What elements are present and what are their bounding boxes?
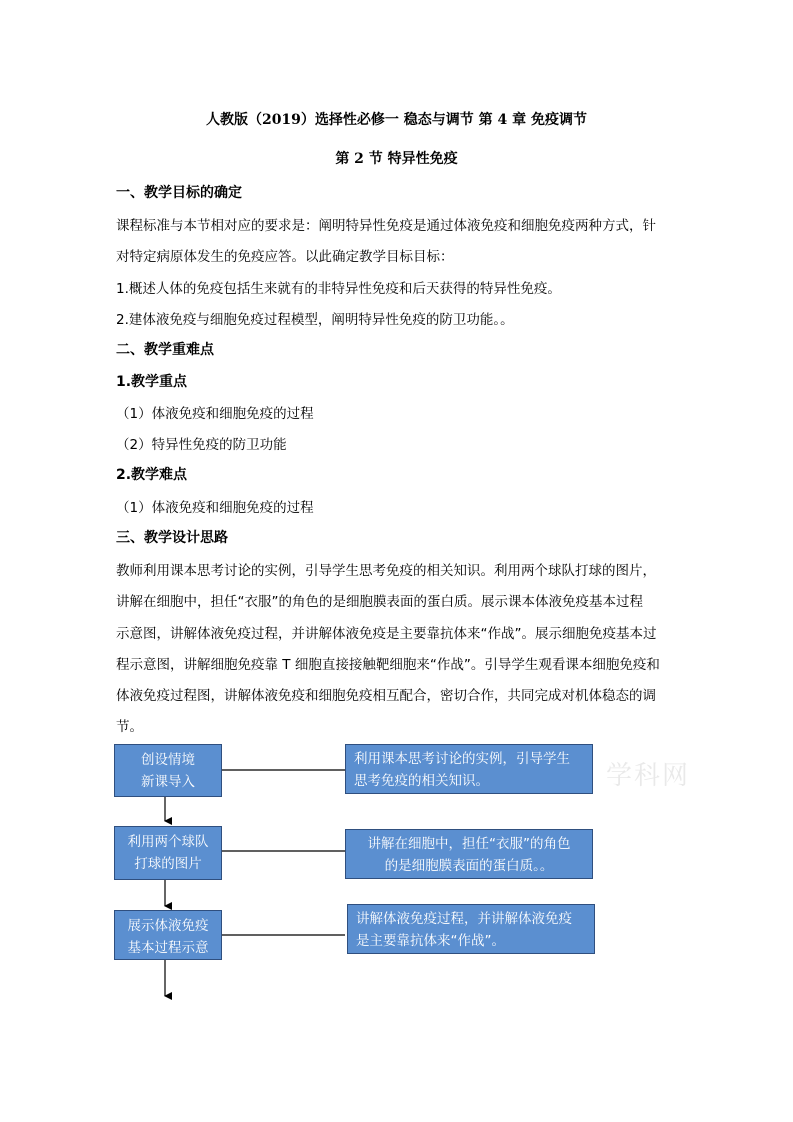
flow-step-1-box (114, 744, 222, 797)
flow-step-3-box (114, 910, 222, 960)
focus-item-1: （1）体液免疫和细胞免疫的过程 (116, 406, 314, 422)
flow-step-1-line-2: 新课导入 (141, 774, 195, 790)
heading-teaching-goals: 一、教学目标的确定 (116, 185, 242, 201)
goals-paragraph-line-2: 对特定病原体发生的免疫应答。以此确定教学目标目标： (116, 249, 454, 265)
watermark: 学科网 (606, 761, 691, 791)
flow-step-2-line-1: 利用两个球队 (127, 834, 209, 850)
design-paragraph-line-5: 体液免疫过程图，讲解体液免疫和细胞免疫相互配合，密切合作，共同完成对机体稳态的调 (116, 688, 656, 704)
subheading-focus: 1.教学重点 (116, 374, 188, 390)
design-paragraph-line-1: 教师利用课本思考讨论的实例，引导学生思考免疫的相关知识。利用两个球队打球的图片， (116, 563, 656, 579)
flow-step-2-note (345, 829, 593, 879)
flow-note-2-line-2: 的是细胞膜表面的蛋白质。。 (384, 858, 554, 874)
design-paragraph-line-6: 节。 (116, 719, 143, 735)
flow-step-3-line-2: 基本过程示意 (127, 940, 209, 956)
flow-note-1-line-2: 思考免疫的相关知识。 (354, 773, 489, 789)
section-title: 第 2 节 特异性免疫 (335, 151, 458, 167)
focus-item-2: （2）特异性免疫的防卫功能 (116, 437, 287, 453)
document-title: 人教版（2019）选择性必修一 稳态与调节 第 4 章 免疫调节 (205, 112, 588, 128)
flow-note-1-line-1: 利用课本思考讨论的实例，引导学生 (354, 751, 570, 767)
heading-design-approach: 三、教学设计思路 (116, 530, 228, 546)
design-paragraph-line-4: 程示意图，讲解细胞免疫靠 T 细胞直接接触靶细胞来“作战”。引导学生观看课本细胞免疫和 (116, 657, 660, 673)
subheading-difficulty: 2.教学难点 (116, 467, 188, 483)
flow-note-2-line-1: 讲解在细胞中，担任“衣服”的角色 (367, 836, 571, 852)
flow-step-1-note (345, 744, 593, 794)
flow-step-3-note (347, 904, 595, 954)
flow-note-3-line-2: 是主要靠抗体来“作战”。 (356, 933, 505, 949)
flow-step-1-line-1: 创设情境 (141, 752, 195, 768)
flow-step-2-box (114, 826, 222, 880)
difficulty-item-1: （1）体液免疫和细胞免疫的过程 (116, 500, 314, 516)
flow-step-2-line-2: 打球的图片 (134, 856, 202, 872)
heading-key-points: 二、教学重难点 (116, 342, 214, 358)
goals-paragraph-line-1: 课程标准与本节相对应的要求是：阐明特异性免疫是通过体液免疫和细胞免疫两种方式，针 (116, 218, 656, 234)
design-paragraph-line-3: 示意图，讲解体液免疫过程，并讲解体液免疫是主要靠抗体来“作战”。展示细胞免疫基本过 (116, 626, 657, 642)
design-paragraph-line-2: 讲解在细胞中，担任“衣服”的角色的是细胞膜表面的蛋白质。展示课本体液免疫基本过程 (116, 594, 643, 610)
flow-step-3-line-1: 展示体液免疫 (127, 918, 209, 934)
goal-item-2: 2.建体液免疫与细胞免疫过程模型，阐明特异性免疫的防卫功能。。 (116, 312, 514, 328)
goal-item-1: 1.概述人体的免疫包括生来就有的非特异性免疫和后天获得的特异性免疫。 (116, 281, 561, 297)
flow-note-3-line-1: 讲解体液免疫过程，并讲解体液免疫 (356, 911, 572, 927)
